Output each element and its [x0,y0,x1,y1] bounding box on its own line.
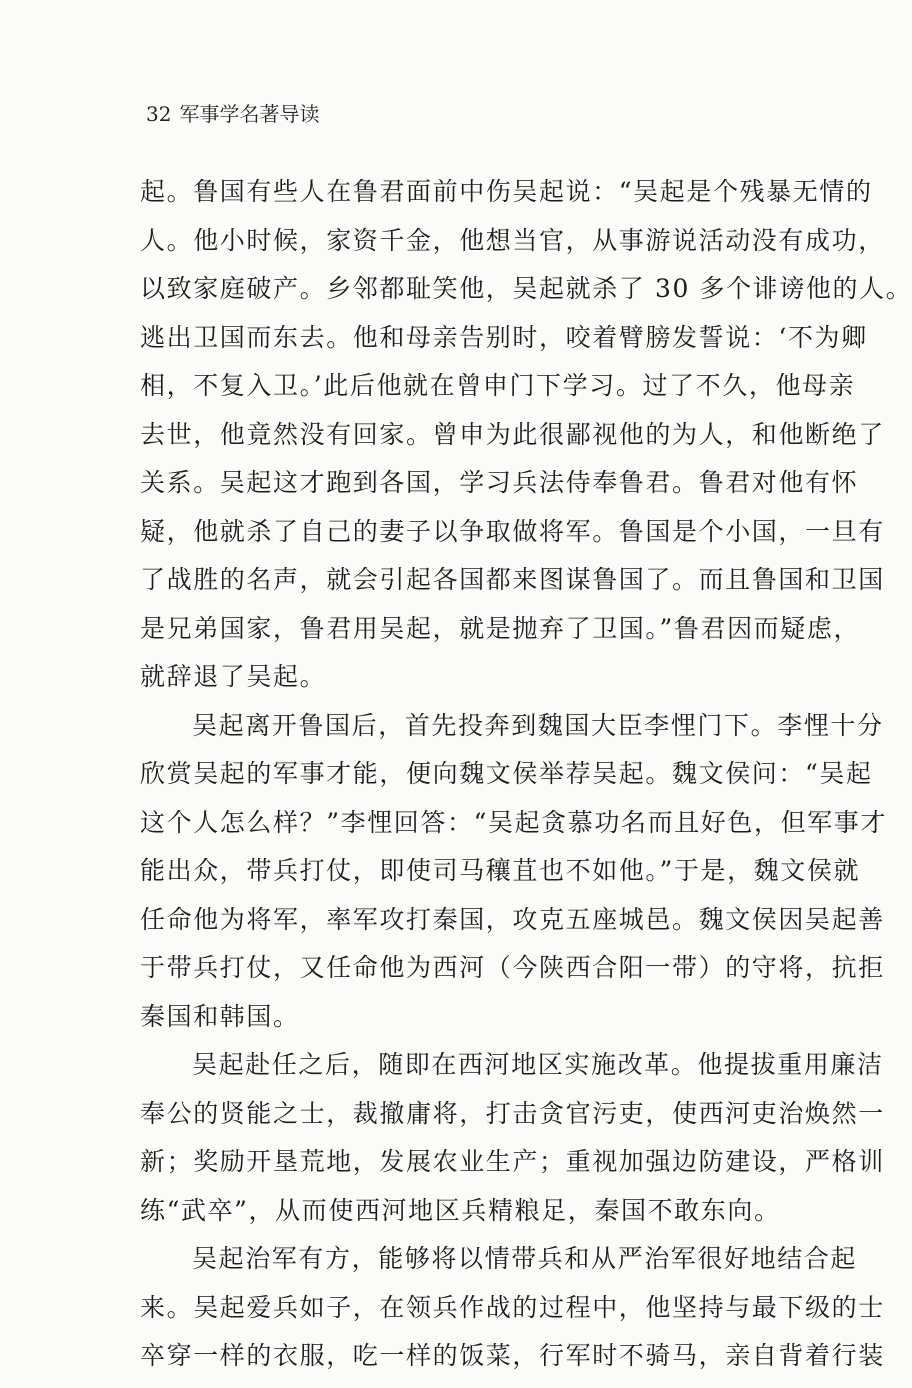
text-line: 以致家庭破产。乡邻都耻笑他，吴起就杀了 30 多个诽谤他的人。 [140,274,912,303]
text-line: 练“武卒”，从而使西河地区兵精粮足，秦国不敢东向。 [140,1195,781,1225]
text-line: 起。鲁国有些人在鲁君面前中伤吴起说：“吴起是个残暴无情的 [140,177,873,206]
text-line: 疑，他就杀了自己的妻子以争取做将军。鲁国是个小国，一旦有 [140,516,885,546]
text-line: 来。吴起爱兵如子，在领兵作战的过程中，他坚持与最下级的士 [140,1292,885,1322]
text-line: 了战胜的名声，就会引起各国都来图谋鲁国了。而且鲁国和卫国 [140,565,885,594]
text-line: 能出众，带兵打仗，即使司马穰苴也不如他。”于是，魏文侯就 [140,856,861,885]
text-line: 关系。吴起这才跑到各国，学习兵法侍奉鲁君。鲁君对他有怀 [140,468,859,497]
text-line: 于带兵打仗，又任命他为西河（今陕西合阳一带）的守将，抗拒 [140,953,885,982]
text-line: 吴起离开鲁国后，首先投奔到魏国大臣李悝门下。李悝十分 [192,710,884,740]
page-number: 32 [146,102,172,126]
text-line: 奉公的贤能之士，裁撤庸将，打击贪官污吏，使西河吏治焕然一 [140,1098,885,1128]
text-line: 逃出卫国而东去。他和母亲告别时，咬着臂膀发誓说：‘不为卿 [140,322,868,352]
text-line: 人。他小时候，家资千金，他想当官，从事游说活动没有成功， [140,225,885,255]
text-line: 新；奖励开垦荒地，发展农业生产；重视加强边防建设，严格训 [140,1147,885,1176]
text-line: 吴起赴任之后，随即在西河地区实施改革。他提拔重用廉洁 [192,1050,884,1079]
text-line: 是兄弟国家，鲁君用吴起，就是抛弃了卫国。”鲁君因而疑虑， [140,613,861,643]
text-line: 这个人怎么样？”李悝回答：“吴起贪慕功名而且好色，但军事才 [140,807,887,837]
text-line: 秦国和韩国。 [140,1001,300,1031]
text-line: 相，不复入卫。’此后他就在曾申门下学习。过了不久，他母亲 [140,371,856,400]
text-line: 欣赏吴起的军事才能，便向魏文侯举荐吴起。魏文侯问：“吴起 [140,759,873,788]
body-text [140,175,912,1388]
text-line: 就辞退了吴起。 [140,662,327,691]
text-line: 吴起治军有方，能够将以情带兵和从严治军很好地结合起 [192,1244,858,1273]
paragraph [140,1242,885,1388]
running-head [146,100,319,128]
book-title: 军事学名著导读 [179,102,320,126]
text-line: 卒穿一样的衣服，吃一样的饭菜，行军时不骑马，亲自背着行装 [140,1341,885,1370]
paragraph [140,1048,885,1242]
text-line: 任命他为将军，率军攻打秦国，攻克五座城邑。魏文侯因吴起善 [140,904,885,934]
paragraph [140,709,887,1049]
paragraph [140,175,912,709]
text-line: 去世，他竟然没有回家。曾申为此很鄙视他的为人，和他断绝了 [140,419,885,449]
